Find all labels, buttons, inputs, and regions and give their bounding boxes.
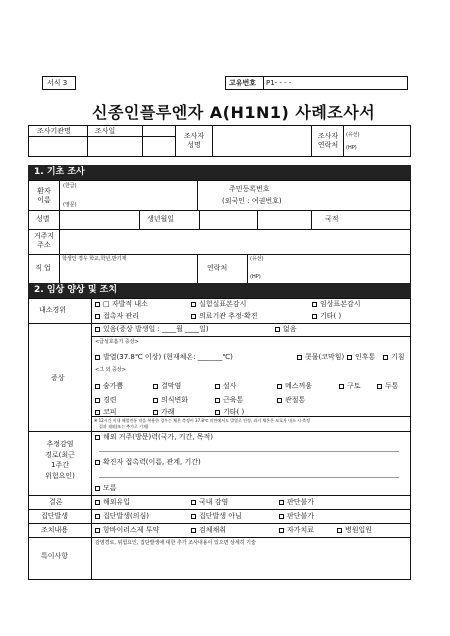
contact-label: 조사자 연락처 bbox=[317, 132, 339, 150]
phone-label: 연락처 bbox=[207, 264, 228, 272]
investigation-table bbox=[28, 125, 411, 157]
symptom-nosebleed[interactable]: 코피 bbox=[95, 409, 117, 416]
route-travel[interactable]: 해외 거주(방문)력(국가, 기간, 목적) bbox=[95, 434, 213, 441]
result-label: 결론 bbox=[49, 498, 63, 506]
symptom-onset[interactable]: 있음(증상 발생일 : ____월 ____일) bbox=[95, 326, 209, 333]
form-number: 서식 3 bbox=[47, 79, 68, 87]
job-label: 직 업 bbox=[35, 264, 51, 272]
clinical-table bbox=[28, 298, 411, 580]
section2-header: 2. 임상 양상 및 조치 bbox=[28, 283, 411, 298]
visit-route-label: 내소경위 bbox=[39, 306, 67, 314]
symptom-runny[interactable]: 콧물(코막힘) bbox=[297, 354, 344, 361]
visit-hospital[interactable]: 의료기관 추정·확진 bbox=[191, 313, 258, 320]
symptom-none[interactable]: 없음 bbox=[275, 326, 297, 333]
resident-id-sub: (외국인 : 여권번호) bbox=[222, 197, 282, 205]
remarks-field[interactable] bbox=[93, 549, 408, 577]
page-title: 신종인플루엔자 A(H1N1) 사례조사서 bbox=[92, 103, 376, 122]
symptom-nausea[interactable]: 메스꺼움 bbox=[277, 383, 312, 390]
visit-self[interactable]: □ 자발적 내소 bbox=[95, 301, 148, 308]
visit-other[interactable]: 기타( ) bbox=[312, 313, 341, 320]
date-label: 조사일 bbox=[95, 127, 116, 135]
action-hospital[interactable]: 병원입원 bbox=[337, 527, 372, 534]
job-hint: 학생인 경우 학교,학년,반기재 bbox=[62, 256, 127, 262]
result-imported[interactable]: 해외유입 bbox=[95, 499, 130, 506]
symptom-consciousness[interactable]: 의식변화 bbox=[153, 397, 188, 404]
cluster-label: 집단발생 bbox=[41, 512, 69, 520]
dob-label: 생년월일 bbox=[147, 215, 175, 223]
action-specimen[interactable]: 검체채취 bbox=[191, 527, 226, 534]
basic-info-table bbox=[28, 180, 411, 284]
action-antiviral[interactable]: 항바이러스제 투약 bbox=[95, 527, 159, 534]
sex-label: 성별 bbox=[36, 215, 50, 223]
cluster-none[interactable]: 집단발생 아님 bbox=[191, 513, 242, 520]
symptom-note-2: 결과 제외(또는 추가로 기재) bbox=[99, 424, 149, 429]
action-label: 조치내용 bbox=[41, 526, 69, 534]
symptom-arthralgia[interactable]: 관절통 bbox=[277, 397, 305, 404]
result-unknown[interactable]: 판단불가 bbox=[279, 499, 314, 506]
route-unknown[interactable]: 모름 bbox=[95, 485, 117, 492]
symptom-myalgia[interactable]: 근육통 bbox=[215, 397, 243, 404]
resident-id-label: 주민등록번호 bbox=[229, 185, 270, 193]
contact-mobile[interactable]: (HP) bbox=[346, 145, 357, 151]
unique-id-field[interactable]: P1- - - - bbox=[266, 79, 292, 87]
name-eng[interactable]: (영문) bbox=[63, 202, 77, 208]
section1-header: 1. 기초 조사 bbox=[28, 165, 411, 180]
symptom-diarrhea[interactable]: 설사 bbox=[215, 383, 237, 390]
symptom-seizure[interactable]: 경련 bbox=[95, 397, 117, 404]
remarks-hint: 감염경로, 위험요인, 집단발생에 대한 추가 조사내용이 있으면 상세히 기술 bbox=[95, 540, 256, 546]
form-number-box bbox=[42, 76, 76, 90]
agency-label: 조사기관명 bbox=[37, 127, 71, 135]
visit-clinical[interactable]: 임상표본감시 bbox=[312, 301, 361, 308]
symptoms-label: 증상 bbox=[51, 374, 65, 382]
symptom-headache[interactable]: 두통 bbox=[377, 383, 399, 390]
route-label: 추정감염 경로(최근 1주간 위험요인) bbox=[45, 440, 75, 480]
investigator-label: 조사자 성명 bbox=[183, 132, 205, 150]
contact-office[interactable]: (유선) bbox=[346, 132, 360, 138]
nationality-label: 국적 bbox=[325, 215, 339, 223]
symptom-fever[interactable]: 발열(37.8℃ 이상) (현재체온: _______℃) bbox=[95, 354, 233, 361]
action-self-care[interactable]: 자가치료 bbox=[279, 527, 314, 534]
symptom-vomit[interactable]: 구토 bbox=[339, 383, 361, 390]
symptom-note-1: ※ 12시간 이내 해열진통 약을 복용한 경우는 체온 측정이 37.8℃ 미만에서도 발열로 인정, 과거 체온은 보호자 내소 시 측정 bbox=[94, 418, 311, 423]
result-domestic[interactable]: 국내 감염 bbox=[191, 499, 228, 506]
cluster-suspected[interactable]: 집단발생(의심) bbox=[95, 513, 149, 520]
remarks-label: 특이사항 bbox=[41, 552, 69, 560]
phone-office[interactable]: (유선) bbox=[250, 256, 264, 262]
visit-contact[interactable]: 접촉자 관리 bbox=[95, 313, 139, 320]
other-header: <그 외 증상> bbox=[95, 367, 126, 373]
cluster-unknown[interactable]: 판단불가 bbox=[279, 513, 314, 520]
unique-id-box bbox=[225, 76, 408, 90]
acute-header: <급성호흡기 증상> bbox=[95, 339, 139, 345]
name-kor[interactable]: (한글) bbox=[63, 183, 77, 189]
route-contact[interactable]: 확진자 접촉력(이름, 관계, 기간) bbox=[95, 459, 201, 466]
symptom-cough[interactable]: 기침 bbox=[383, 354, 405, 361]
phone-mobile[interactable]: (HP) bbox=[250, 274, 261, 280]
patient-name-label: 환자 이름 bbox=[37, 187, 51, 205]
symptom-other[interactable]: 기타( ) bbox=[215, 409, 244, 416]
visit-lab[interactable]: 실험실표본감시 bbox=[191, 301, 246, 308]
symptom-conjunctivitis[interactable]: 결막염 bbox=[153, 383, 181, 390]
symptom-dyspnea[interactable]: 숨가쁨 bbox=[95, 383, 123, 390]
symptom-throat[interactable]: 인후통 bbox=[347, 354, 375, 361]
unique-id-label: 고유번호 bbox=[229, 79, 257, 87]
address-label: 거주지 주소 bbox=[33, 232, 55, 250]
symptom-sputum[interactable]: 가래 bbox=[153, 409, 175, 416]
